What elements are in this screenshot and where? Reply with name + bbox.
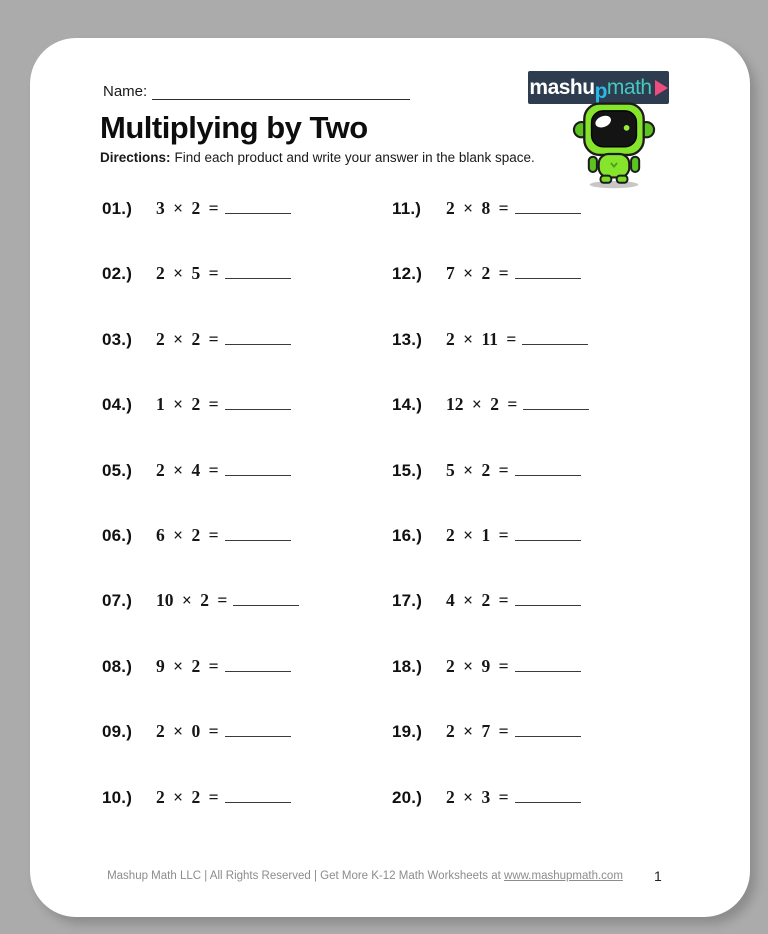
answer-blank[interactable] <box>515 722 581 737</box>
problem-item-10 <box>102 767 392 832</box>
worksheet-page <box>30 38 750 917</box>
problem-item-18 <box>392 636 692 701</box>
problem-item-02 <box>102 243 392 308</box>
problem-expression: 9 × 2 = <box>156 655 219 676</box>
answer-blank[interactable] <box>515 199 581 214</box>
problem-number: 12.) <box>392 264 423 284</box>
answer-blank[interactable] <box>225 330 291 345</box>
answer-blank[interactable] <box>522 330 588 345</box>
problem-number: 13.) <box>392 329 423 349</box>
answer-blank[interactable] <box>225 722 291 737</box>
problem-number: 07.) <box>102 591 133 611</box>
problem-number: 05.) <box>102 460 133 480</box>
problem-expression: 2 × 3 = <box>446 786 509 807</box>
problem-expression: 4 × 2 = <box>446 590 509 611</box>
problem-item-06 <box>102 505 392 570</box>
name-input-line[interactable] <box>152 83 410 100</box>
answer-blank[interactable] <box>523 395 589 410</box>
problem-expression: 1 × 2 = <box>156 394 219 415</box>
problem-expression: 2 × 8 = <box>446 198 509 218</box>
problem-expression: 10 × 2 = <box>156 590 228 611</box>
answer-blank[interactable] <box>515 526 581 541</box>
problem-item-19 <box>392 701 692 766</box>
problem-number: 03.) <box>102 329 133 349</box>
answer-blank[interactable] <box>233 591 299 606</box>
answer-blank[interactable] <box>225 526 291 541</box>
logo-text-p: p <box>594 79 607 103</box>
problem-item-16 <box>392 505 692 570</box>
problem-number: 17.) <box>392 591 423 611</box>
answer-blank[interactable] <box>515 264 581 279</box>
problem-item-13 <box>392 309 692 374</box>
name-label: Name: <box>103 83 148 100</box>
problem-number: 18.) <box>392 656 423 676</box>
problem-item-07 <box>102 570 392 635</box>
problem-item-03 <box>102 309 392 374</box>
answer-blank[interactable] <box>225 657 291 672</box>
answer-blank[interactable] <box>225 461 291 476</box>
problem-expression: 2 × 7 = <box>446 721 509 742</box>
problem-expression: 6 × 2 = <box>156 524 219 545</box>
problem-number: 02.) <box>102 264 133 284</box>
problem-expression: 3 × 2 = <box>156 198 219 218</box>
problem-expression: 2 × 9 = <box>446 655 509 676</box>
problem-number: 08.) <box>102 656 133 676</box>
problems-grid <box>102 178 692 832</box>
directions-text: Find each product and write your answer in the blank space. <box>174 150 535 165</box>
problem-item-09 <box>102 701 392 766</box>
problem-number: 01.) <box>102 199 133 218</box>
problem-number: 09.) <box>102 722 133 742</box>
problem-number: 11.) <box>392 199 422 218</box>
answer-blank[interactable] <box>225 788 291 803</box>
answer-blank[interactable] <box>225 264 291 279</box>
problem-item-14 <box>392 374 692 439</box>
problem-item-15 <box>392 440 692 505</box>
problem-item-01 <box>102 178 392 243</box>
problem-item-20 <box>392 767 692 832</box>
problem-number: 04.) <box>102 395 133 415</box>
problem-expression: 12 × 2 = <box>446 394 518 415</box>
worksheet-title: Multiplying by Two <box>100 110 368 145</box>
logo-text-math: math <box>606 75 652 99</box>
problem-number: 20.) <box>392 787 423 807</box>
answer-blank[interactable] <box>225 199 291 214</box>
problem-number: 06.) <box>102 525 133 545</box>
problem-number: 15.) <box>392 460 423 480</box>
logo-text-mashu: mashu <box>529 75 595 99</box>
problem-expression: 2 × 2 = <box>156 786 219 807</box>
problem-expression: 2 × 11 = <box>446 328 517 349</box>
answer-blank[interactable] <box>515 461 581 476</box>
problem-item-11 <box>392 178 692 243</box>
problem-item-04 <box>102 374 392 439</box>
problem-number: 16.) <box>392 525 423 545</box>
problem-expression: 2 × 0 = <box>156 721 219 742</box>
directions <box>100 150 535 165</box>
problem-item-12 <box>392 243 692 308</box>
footer-copyright: Mashup Math LLC | All Rights Reserved | Get More K-12 Math Worksheets at <box>107 870 501 882</box>
name-row <box>103 83 410 100</box>
logo-play-icon <box>655 80 668 96</box>
footer-link[interactable]: www.mashupmath.com <box>504 870 623 882</box>
problem-expression: 7 × 2 = <box>446 263 509 284</box>
problem-item-08 <box>102 636 392 701</box>
problem-number: 19.) <box>392 722 423 742</box>
robot-mascot-icon <box>566 100 662 190</box>
problem-expression: 5 × 2 = <box>446 459 509 480</box>
answer-blank[interactable] <box>515 591 581 606</box>
answer-blank[interactable] <box>515 788 581 803</box>
answer-blank[interactable] <box>225 395 291 410</box>
page-number: 1 <box>654 868 662 884</box>
problem-item-05 <box>102 440 392 505</box>
problem-expression: 2 × 2 = <box>156 328 219 349</box>
problem-expression: 2 × 4 = <box>156 459 219 480</box>
footer-text <box>40 870 690 882</box>
directions-label: Directions: <box>100 150 171 165</box>
problem-number: 14.) <box>392 395 423 415</box>
problem-expression: 2 × 5 = <box>156 263 219 284</box>
problem-number: 10.) <box>102 787 133 807</box>
problem-expression: 2 × 1 = <box>446 524 509 545</box>
problem-item-17 <box>392 570 692 635</box>
answer-blank[interactable] <box>515 657 581 672</box>
